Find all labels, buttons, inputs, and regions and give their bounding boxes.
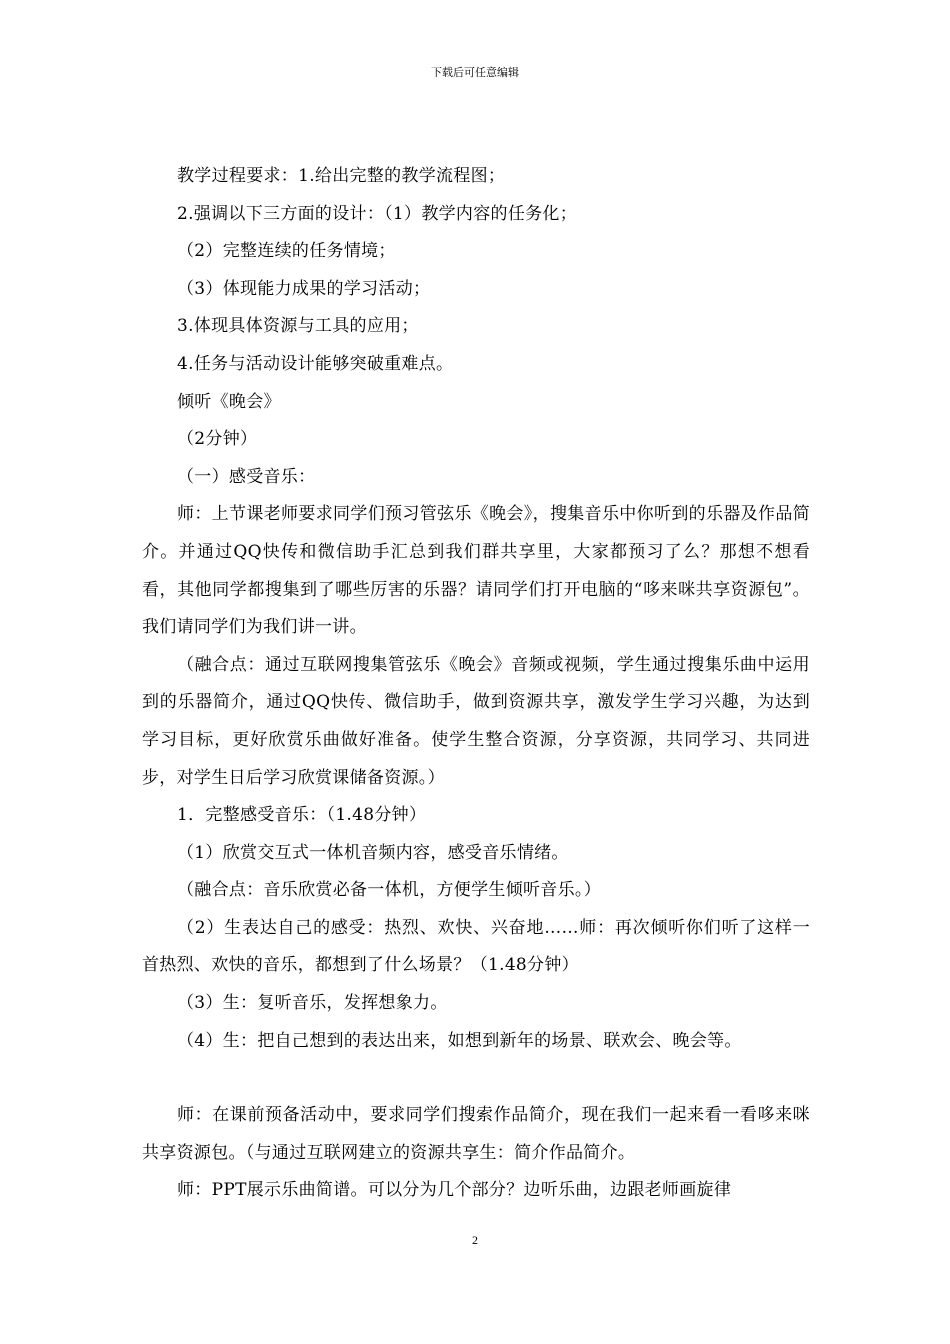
page-header: 下载后可任意编辑 — [431, 66, 519, 79]
document-body — [142, 158, 810, 1210]
paragraph: （3）生：复听音乐，发挥想象力。 — [177, 993, 448, 1014]
paragraph: （3）体现能力成果的学习活动； — [177, 278, 431, 299]
paragraph: 3.体现具体资源与工具的应用； — [177, 316, 419, 337]
section-title: 倾听《晚会》 — [177, 391, 281, 412]
paragraph: （2）完整连续的任务情境； — [177, 241, 396, 262]
page-number: 2 — [472, 1233, 478, 1247]
subsection-title: （一）感受音乐： — [177, 466, 316, 487]
paragraph: （1）欣赏交互式一体机音频内容，感受音乐情绪。 — [177, 842, 569, 863]
paragraph: （2分钟） — [177, 429, 258, 450]
paragraph: 师：在课前预备活动中，要求同学们搜索作品简介，现在我们一起来看一看哆来咪共享资源包。（与通过互联网建立的资源共享生：简介作品简介。 — [142, 1105, 810, 1163]
paragraph: （融合点：音乐欣赏必备一体机，方便学生倾听音乐。） — [177, 880, 601, 901]
paragraph: 4.任务与活动设计能够突破重难点。 — [177, 353, 454, 374]
paragraph: 师：PPT展示乐曲简谱。可以分为几个部分？边听乐曲，边跟老师画旋律 — [177, 1180, 732, 1201]
paragraph: 师：上节课老师要求同学们预习管弦乐《晚会》，搜集音乐中你听到的乐器及作品简介。并通过QQ快传和微信助手汇总到我们群共享里，大家都预习了么？那想不想看看，其他同学都搜集到了哪些厉害的乐器？请同学们打开电脑的“哆来咪共享资源包”。我们请同学们为我们讲一讲。 — [142, 504, 810, 638]
paragraph: 2.强调以下三方面的设计：（1）教学内容的任务化； — [177, 203, 578, 224]
paragraph: 教学过程要求：1.给出完整的教学流程图； — [177, 166, 506, 186]
paragraph: 1．完整感受音乐：（1.48分钟） — [177, 805, 427, 826]
paragraph: （2）生表达自己的感受：热烈、欢快、兴奋地……师：再次倾听你们听了这样一首热烈、欢快的音乐，都想到了什么场景？（1.48分钟） — [142, 917, 810, 976]
paragraph: （融合点：通过互联网搜集管弦乐《晚会》音频或视频，学生通过搜集乐曲中运用到的乐器简介，通过QQ快传、微信助手，做到资源共享，激发学生学习兴趣，为达到学习目标，更好欣赏乐曲做好准备。使学生整合资源，分享资源，共同学习、共同进步，对学生日后学习欣赏课储备资源。） — [142, 654, 810, 788]
paragraph: （4）生：把自己想到的表达出来，如想到新年的场景、联欢会、晚会等。 — [177, 1030, 742, 1051]
